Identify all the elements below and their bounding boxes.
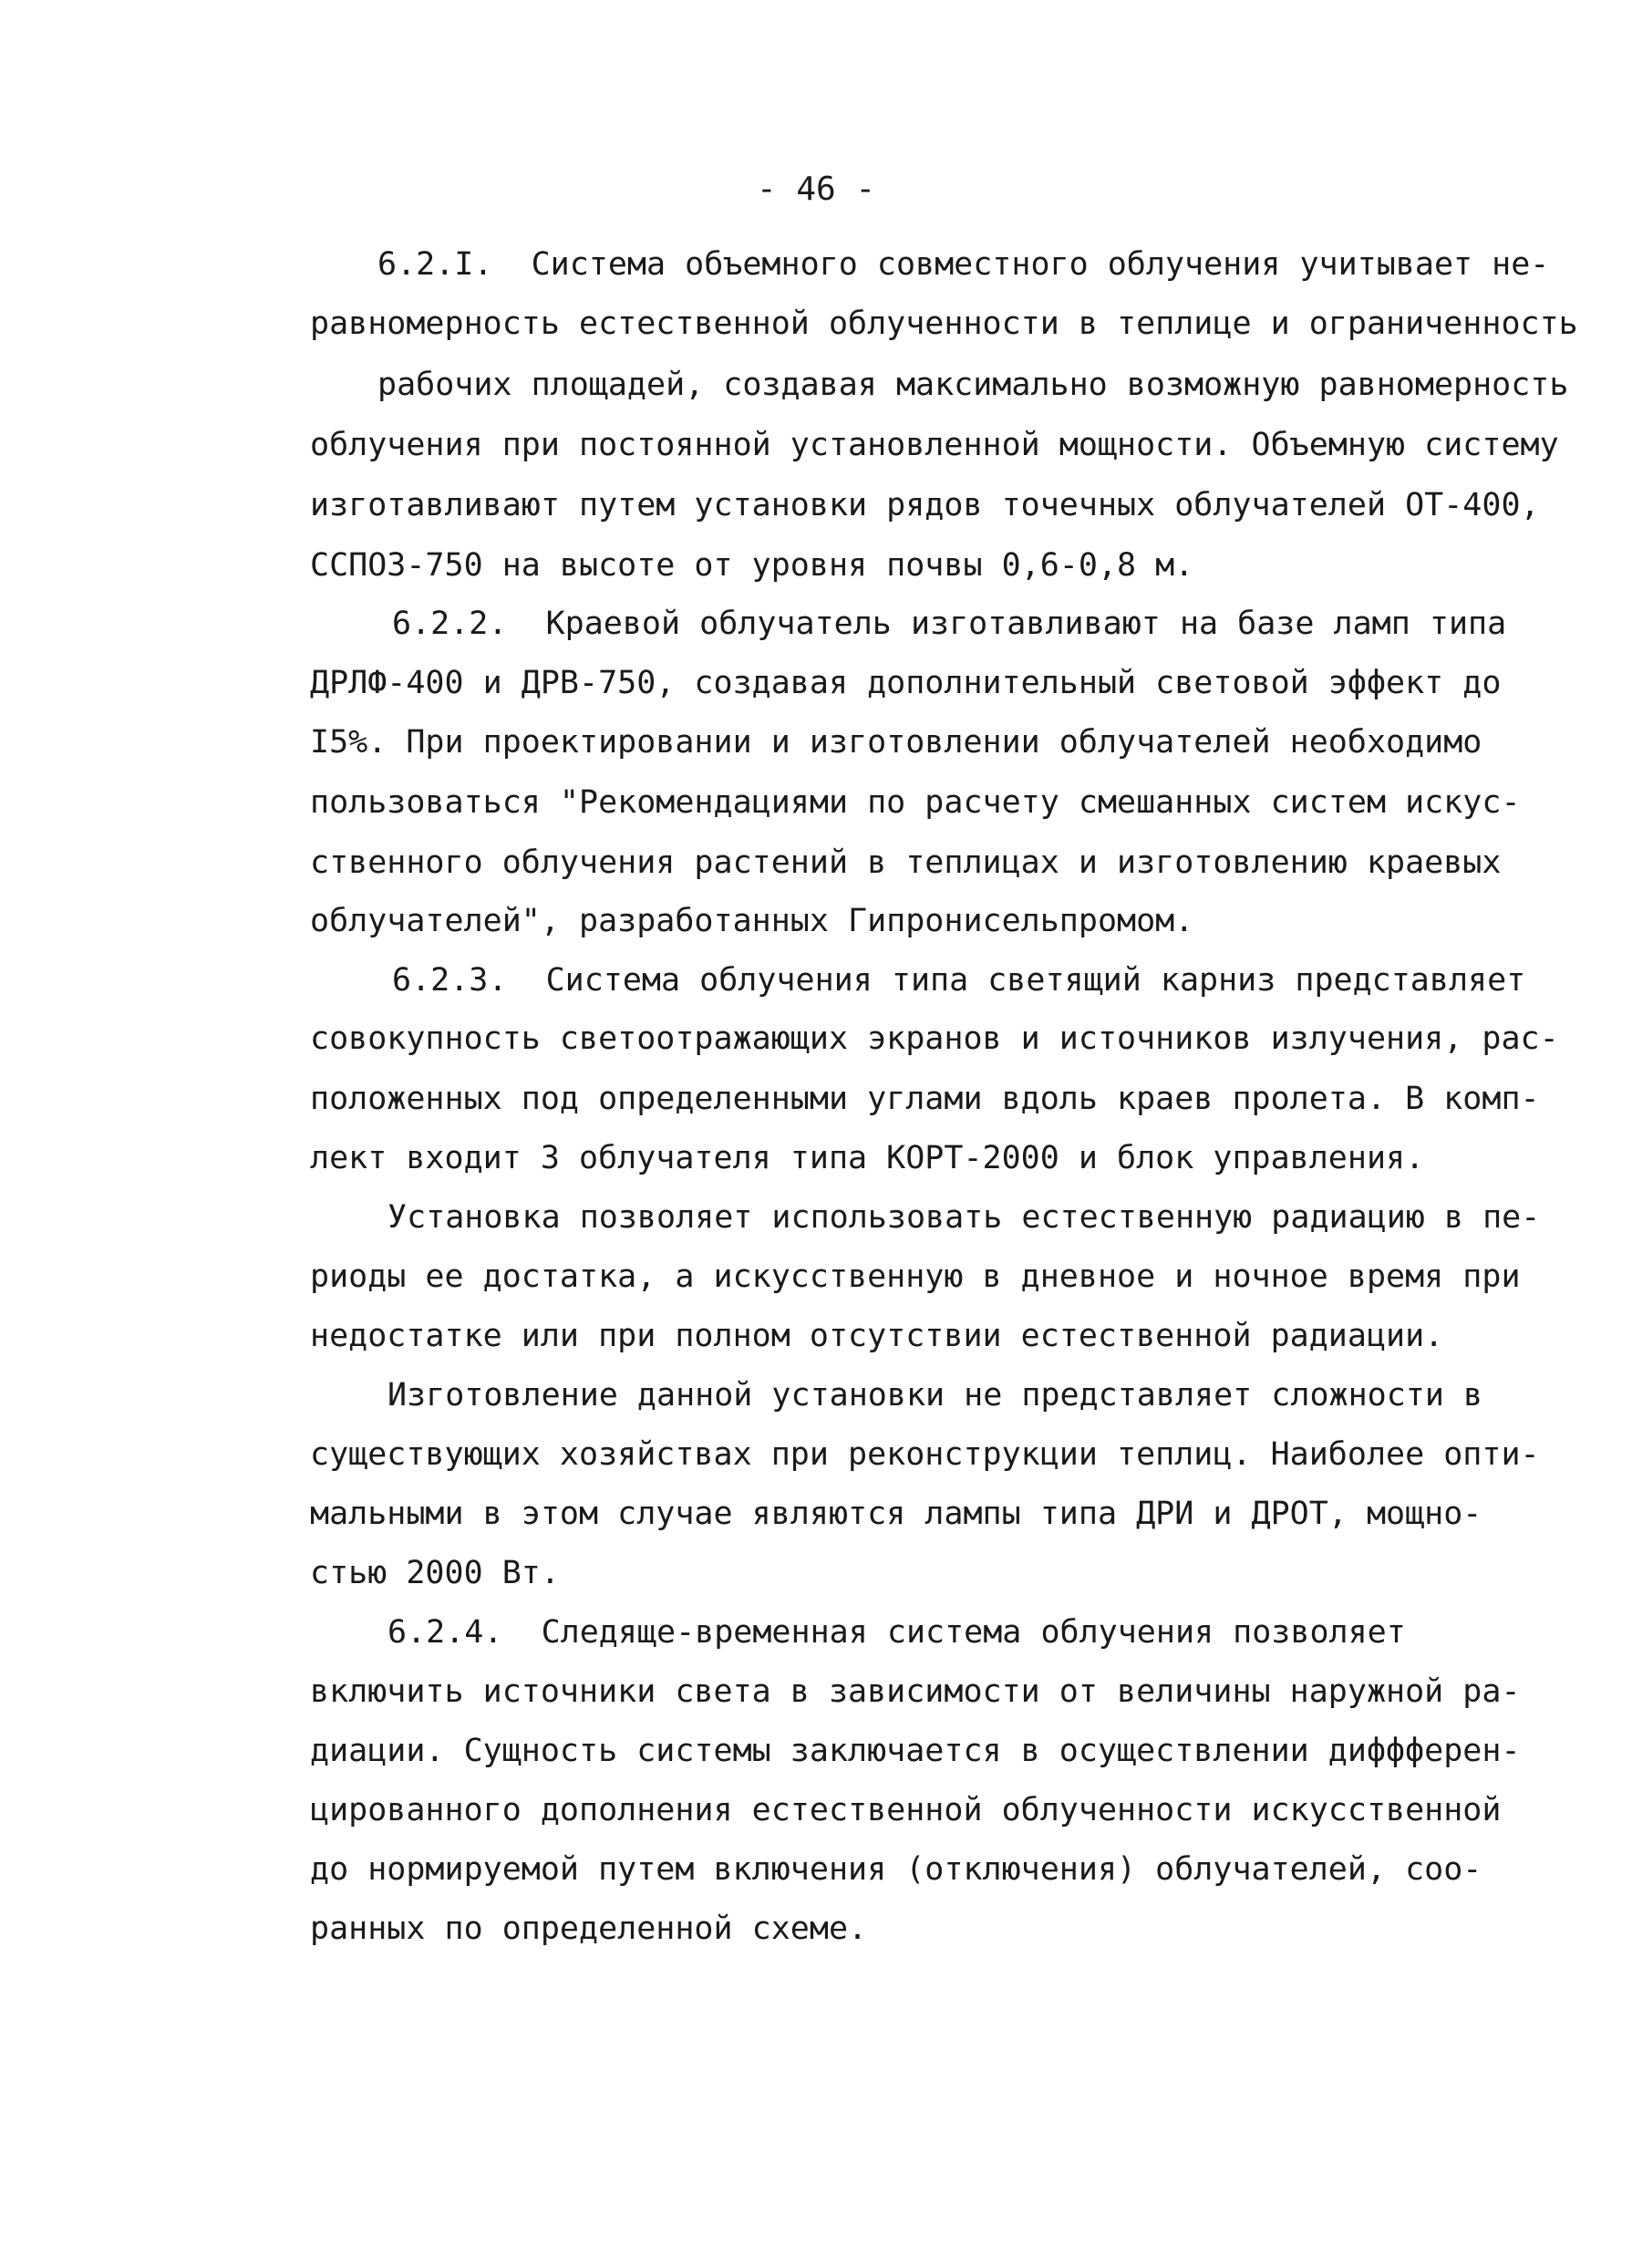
text-line: 6.2.3. Система облучения типа светящий карниз представляет (392, 962, 1526, 999)
text-line: равномерность естественной облученности в теплице и ограниченность (310, 306, 1578, 342)
text-line: ственного облучения растений в теплицах и изготовлению краевых (310, 844, 1502, 881)
text-line: Установка позволяет использовать естественную радиацию в пе- (387, 1199, 1541, 1236)
text-line: диации. Сущность системы заключается в осуществлении диффферен- (310, 1733, 1521, 1769)
text-line: совокупность светоотражающих экранов и источников излучения, рас- (310, 1020, 1559, 1057)
text-line: облучения при постоянной установленной мощности. Объемную систему (310, 427, 1559, 463)
text-line: лект входит 3 облучателя типа КОРТ-2000 и блок управления. (310, 1140, 1425, 1176)
text-line: недостатке или при полном отсутствии естественной радиации. (310, 1318, 1444, 1354)
text-line: 6.2.I. Система объемного совместного облучения учитывает не- (377, 246, 1550, 283)
page-number: - 46 - (756, 171, 876, 208)
text-line: положенных под определенными углами вдоль краев пролета. В комп- (310, 1081, 1540, 1117)
text-line: 6.2.4. Следяще-временная система облучения позволяет (387, 1614, 1406, 1651)
text-line: стью 2000 Вт. (310, 1555, 560, 1591)
text-line: мальными в этом случае являются лампы типа ДРИ и ДРОТ, мощно- (310, 1496, 1482, 1532)
text-line: рабочих площадей, создавая максимально возможную равномерность (377, 367, 1569, 403)
text-line: пользоваться "Рекомендациями по расчету смешанных систем искус- (310, 784, 1521, 821)
text-line: ДРЛФ-400 и ДРВ-750, создавая дополнительный световой эффект до (310, 665, 1502, 701)
text-line: I5%. При проектировании и изготовлении облучателей необходимо (310, 724, 1482, 761)
text-line: ССПОЗ-750 на высоте от уровня почвы 0,6-0,8 м. (310, 547, 1194, 584)
text-line: включить источники света в зависимости от величины наружной ра- (310, 1673, 1521, 1710)
text-line: облучателей", разработанных Гипронисельпромом. (310, 903, 1194, 939)
text-line: ранных по определенной схеме. (310, 1911, 868, 1947)
text-line: до нормируемой путем включения (отключения) облучателей, соо- (310, 1851, 1482, 1888)
text-line: Изготовление данной установки не представляет сложности в (387, 1377, 1483, 1414)
text-line: 6.2.2. Краевой облучатель изготавливают на базе ламп типа (392, 606, 1507, 642)
text-line: изготавливают путем установки рядов точечных облучателей ОТ-400, (310, 487, 1540, 523)
text-line: цированного дополнения естественной облученности искусственной (310, 1792, 1502, 1828)
text-line: риоды ее достатка, а искусственную в дневное и ночное время при (310, 1258, 1521, 1295)
text-line: существующих хозяйствах при реконструкции теплиц. Наиболее опти- (310, 1436, 1540, 1473)
